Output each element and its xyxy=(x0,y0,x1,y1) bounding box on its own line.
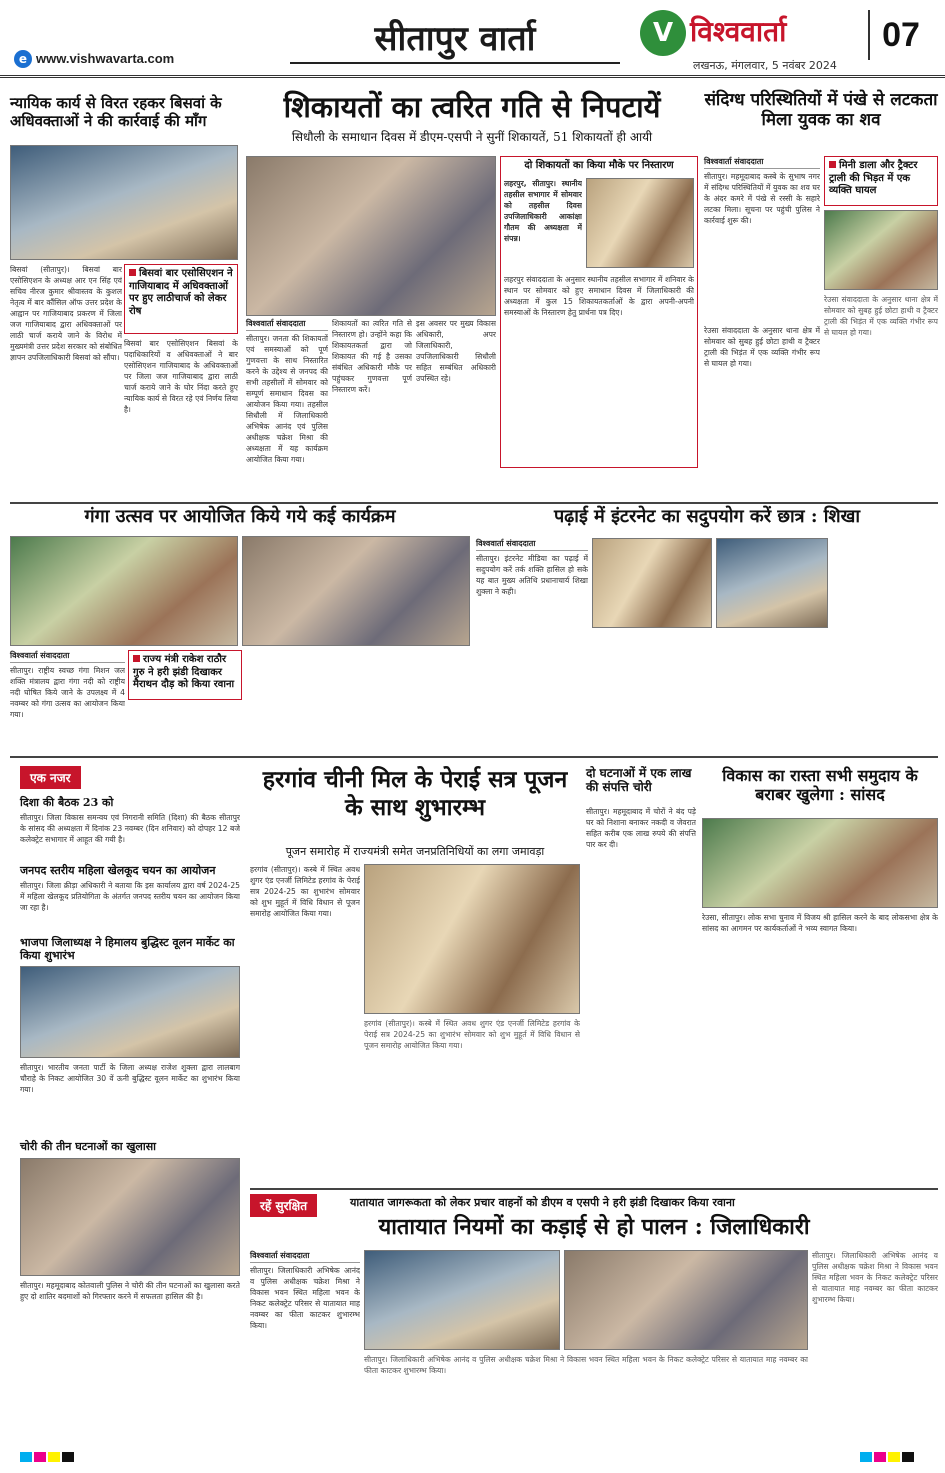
masthead xyxy=(0,0,945,78)
ek-nazar-item-4-photo xyxy=(20,1158,240,1276)
advocates-body: बिसवां बार एसोसिएशन बिसवां के पदाधिकारियों व अधिवक्ताओं ने बार एसोसिएशन गाजियाबाद के अधिवक्ताओं पर जिला जज गाजियाबाद द्वारा लाठी चार्ज कराये जाने के घोर निंदा करते हुए न्यायिक कार्य से विरत रहे एवं निर्णय लिया है। xyxy=(124,339,238,414)
page-number: 07 xyxy=(868,10,932,60)
fan-death-col2: रेउसा संवाददाता के अनुसार थाना क्षेत्र में सोमवार को सुबह हुई छोटा हाथी व ट्रैक्टर ट्राली की भिड़ंत में एक व्यक्ति गंभीर रूप से घायल हो गया। xyxy=(824,295,938,337)
complaints-body: सीतापुर। जनता की शिकायतों एवं समस्याओं को पूर्ण गुणवत्ता के साथ निस्तारित करने के उद्देश्य से जनपद की सभी तहसीलों में सोमवार को सम्पूर्ण समाधान दिवस का आयोजन किया गया। तहसील सिधौली में जिलाधिकारी अभिषेक आनंद एवं पुलिस अधीक्षक चक्रेश मिश्रा की अध्यक्षता में यह कार्यक्रम आयोजित किया गया। xyxy=(246,334,328,463)
traffic-tag: रहें सुरक्षित xyxy=(250,1194,317,1217)
ganga-caption-text: राज्य मंत्री राकेश राठौर गुरु ने हरी झंडी दिखाकर मैराथन दौड़ को किया रवाना xyxy=(133,654,235,690)
internet-headline: पढ़ाई में इंटरनेट का सदुपयोग करें छात्र : शिखा xyxy=(553,506,861,527)
ganga-headline: गंगा उत्सव पर आयोजित किये गये कई कार्यक्रम xyxy=(84,506,396,527)
sugar-mill-body: हरगांव (सीतापुर)। कस्बे में स्थित अवध शुगर एंड एनर्जी लिमिटेड हरगांव के पेराई सत्र 2024-25 का शुभारंभ सोमवार को शुभ मुहूर्त में विधि विधान से पूजन समारोह आयोजित किया गया। xyxy=(250,865,360,918)
traffic-kicker: यातायात जागरूकता को लेकर प्रचार वाहनों को डीएम व एसपी ने हरी झंडी दिखाकर किया रवाना xyxy=(350,1196,735,1209)
ek-nazar-item-4-title: चोरी की तीन घटनाओं का खुलासा xyxy=(20,1140,156,1153)
ek-nazar-item-4-body: सीतापुर। महमूदाबाद कोतवाली पुलिस ने चोरी की तीन घटनाओं का खुलासा करते हुए दो शातिर बदमाशों को गिरफ्तार करने में सफलता हासिल की है। xyxy=(20,1281,240,1301)
internet-body: सीतापुर। इंटरनेट मीडिया का पढ़ाई में सदुपयोग करें तर्क शक्ति हासिल हो सके यह बात मुख्य अतिथि प्रधानाचार्य शिखा शुक्ला ने कही। xyxy=(476,554,588,596)
advocates-caption xyxy=(124,264,238,334)
development-body: रेउसा, सीतापुर। लोक सभा चुनाव में विजय श्री हासिल करने के बाद लोकसभा क्षेत्र के सांसद का आगमन पर कार्यकर्ताओं ने भव्य स्वागत किया। xyxy=(702,913,938,933)
ek-nazar-item-2-title: जनपद स्तरीय महिला खेलकूद चयन का आयोजन xyxy=(20,864,216,877)
complaints-photo xyxy=(246,156,496,316)
ganga-byline: विश्ववार्ता संवाददाता xyxy=(10,650,125,663)
development-photo xyxy=(702,818,938,908)
ek-nazar-item-3-title: भाजपा जिलाध्यक्ष ने हिमालय बुद्धिस्ट वूलन मार्केट का किया शुभारंभ xyxy=(20,936,235,963)
two-complaints-photo xyxy=(586,178,694,268)
sugar-mill-subhead: पूजन समारोह में राज्यमंत्री समेत जनप्रतिनिधियों का लगा जमावड़ा xyxy=(285,845,545,858)
ek-nazar-item-2-body: सीतापुर। जिला क्रीड़ा अधिकारी ने बताया कि इस कार्यालय द्वारा वर्ष 2024-25 में महिला खेलकूद प्रतियोगिता के अंतर्गत जनपद स्तरीय चयन का आयोजन किया जा रहा है। xyxy=(20,881,240,912)
color-mark-magenta-2 xyxy=(874,1452,886,1462)
ek-nazar-item-3-body: सीतापुर। भारतीय जनता पार्टी के जिला अध्यक्ष राजेश शुक्ला द्वारा लालबाग चौराहे के निकट आयोजित 30 वें ऊनी बुद्धिस्ट वूलन मार्केट का शुभारंभ किया गया। xyxy=(20,1063,240,1094)
ek-nazar-tag: एक नजर xyxy=(20,766,81,789)
edition-title: सीतापुर वार्ता xyxy=(290,14,620,64)
color-mark-black-2 xyxy=(902,1452,914,1462)
color-mark-magenta xyxy=(34,1452,46,1462)
complaints-subhead: सिधौली के समाधान दिवस में डीएम-एसपी ने सुनीं शिकायतें, 51 शिकायतों ही आयी xyxy=(291,130,653,144)
advocates-caption-text: बिसवां बार एसोसिएशन ने गाजियाबाद में अधिवक्ताओं पर हुए लाठीचार्ज को लेकर रोष xyxy=(129,268,233,317)
fan-death-caption-text: मिनी डाला और ट्रैक्टर ट्राली की भिड़त में एक व्यक्ति घायल xyxy=(829,160,918,196)
fan-death-col1 xyxy=(704,156,820,468)
traffic-body: सीतापुर। जिलाधिकारी अभिषेक आनंद व पुलिस अधीक्षक चक्रेश मिश्रा ने विकास भवन स्थित महिला भवन के निकट कलेक्ट्रेट परिसर से यातायात माह नवम्बर का फीता काटकर शुभारम्भ किया। xyxy=(250,1266,360,1330)
complaints-col2: शिकायतों का त्वरित गति से निस्तारण हो। उन्होंने कहा कि शिकायतकर्ता द्वारा जो शिकायत की गई है उसका संबंधित अधिकारी मौके पर पहुंचकर गुणवत्ता पूर्ण निस्तारण करें। xyxy=(332,319,412,394)
two-complaints-body: लहरपुर संवाददाता के अनुसार स्थानीय तहसील सभागार में शनिवार के स्थान पर सोमवार को हुए समाधान दिवस में जिलाधिकारी की अध्यक्षता में कुल 15 शिकायतकर्ताओं के द्वारा अपनी-अपनी समस्याओं के निस्तारण हेतु प्रार्थना पत्र दिए। xyxy=(504,275,694,317)
sugar-mill-headline: हरगांव चीनी मिल के पेराई सत्र पूजन के साथ शुभारम्भ xyxy=(262,766,568,821)
color-mark-cyan xyxy=(20,1452,32,1462)
advocates-lead: बिसवां (सीतापुर)। बिसवां बार एसोसिएशन के अध्यक्ष आर एन सिंह एवं सचिव नीरज कुमार श्रीवास्तव के कुशल नेतृत्व में बार कौंसिल ऑफ उत्तर प्रदेश के आह्वान पर गाजियाबाद प्रकरण में जिला जज गाजियाबाद द्वारा अधिवक्ताओं पर लाठी चार्ज कराये जाने के विरोध में मुख्यमंत्री उत्तर प्रदेश सरकार को संबोधित ज्ञापन उपजिलाधिकारी बिसवां को सौंपा। xyxy=(10,265,122,362)
traffic-col2: सीतापुर। जिलाधिकारी अभिषेक आनंद व पुलिस अधीक्षक चक्रेश मिश्रा ने विकास भवन स्थित महिला भवन के निकट कलेक्ट्रेट परिसर से यातायात माह नवम्बर का फीता काटकर शुभारम्भ किया। xyxy=(364,1355,808,1375)
brand-logo-icon: V xyxy=(640,10,686,56)
color-mark-yellow xyxy=(48,1452,60,1462)
color-mark-black xyxy=(62,1452,74,1462)
color-mark-yellow-2 xyxy=(888,1452,900,1462)
fan-death-photo xyxy=(824,210,938,290)
fan-death-caption xyxy=(824,156,938,206)
internet-photo-2 xyxy=(716,538,828,628)
complaints-col3: इस अवसर पर मुख्य विकास अधिकारी, अपर जिलाधिकारी, उपजिलाधिकारी सिधौली सहित सम्बंधित अधिकारी उपस्थित रहे। xyxy=(416,319,496,383)
fan-death-headline: संदिग्ध परिस्थितियों में पंखे से लटकता मिला युवक का शव xyxy=(704,90,938,131)
theft-body: सीतापुर। महमूदाबाद में चोरों ने बंद पड़े घर को निशाना बनाकर नकदी व जेवरात सहित करीब एक लाख रुपये की संपत्ति पार कर दी। xyxy=(586,807,696,849)
traffic-headline: यातायात नियमों का कड़ाई से हो पालन : जिलाधिकारी xyxy=(378,1214,810,1240)
ganga-photo-2 xyxy=(242,536,470,646)
divider-3 xyxy=(250,1188,938,1190)
fan-death-body2: रेउसा संवाददाता के अनुसार थाना क्षेत्र में सोमवार को सुबह हुई छोटा हाथी व ट्रैक्टर ट्राली की भिड़ंत में एक व्यक्ति गंभीर रूप से घायल हो गया। xyxy=(704,326,820,368)
two-complaints-intro: लहरपुर, सीतापुर। स्थानीय तहसील सभागार में सोमवार को तहसील दिवस उपजिलाधिकारी आकांक्षा गौतम की अध्यक्षता में संपन्न। xyxy=(504,179,582,243)
color-mark-cyan-2 xyxy=(860,1452,872,1462)
site-link[interactable]: www.vishwavarta.com xyxy=(36,51,175,66)
divider-1 xyxy=(10,502,938,504)
ganga-body: सीतापुर। राष्ट्रीय स्वच्छ गंगा मिशन जल शक्ति मंत्रालय द्वारा गंगा नदी को राष्ट्रीय नदी घोषित किये जाने के उपलक्ष्य में 4 नवम्बर को गंगा उत्सव का आयोजन किया गया। xyxy=(10,666,125,719)
traffic-col1 xyxy=(250,1250,360,1446)
ganga-caption xyxy=(128,650,242,700)
development-headline: विकास का रास्ता सभी समुदाय के बराबर खुलेगा : सांसद xyxy=(722,766,918,805)
brand-name: विश्ववार्ता xyxy=(690,15,787,48)
sugar-mill-photo xyxy=(364,864,580,1014)
complaints-col1 xyxy=(246,318,328,468)
globe-icon: e xyxy=(14,50,32,68)
traffic-byline: विश्ववार्ता संवाददाता xyxy=(250,1250,360,1263)
traffic-col3: सीतापुर। जिलाधिकारी अभिषेक आनंद व पुलिस अधीक्षक चक्रेश मिश्रा ने विकास भवन स्थित महिला भवन के निकट कलेक्ट्रेट परिसर से यातायात माह नवम्बर का फीता काटकर शुभारम्भ किया। xyxy=(812,1251,938,1304)
advocates-photo xyxy=(10,145,238,260)
complaints-byline: विश्ववार्ता संवाददाता xyxy=(246,318,328,331)
advocates-headline: न्यायिक कार्य से विरत रहकर बिसवां के अधिवक्ताओं ने की कार्रवाई की माँग xyxy=(10,94,222,130)
two-complaints-headline: दो शिकायतों का किया मौके पर निस्तारण xyxy=(524,160,674,171)
internet-col1 xyxy=(476,538,588,748)
dateline: लखनऊ, मंगलवार, 5 नवंबर 2024 xyxy=(693,59,837,72)
traffic-photo-2 xyxy=(564,1250,808,1350)
theft-headline: दो घटनाओं में एक लाख की संपत्ति चोरी xyxy=(586,766,692,795)
internet-photo-1 xyxy=(592,538,712,628)
complaints-headline: शिकायतों का त्वरित गति से निपटायें xyxy=(283,90,661,124)
ek-nazar-item-1-body: सीतापुर। जिला विकास समन्वय एवं निगरानी समिति (दिशा) की बैठक सीतापुर के सांसद की अध्यक्षता में दिनांक 23 नवम्बर (दिन शनिवार) को दोपहर 12 बजे कलेक्ट्रेट सभागार में आहूत की गयी है। xyxy=(20,813,240,844)
fan-death-byline: विश्ववार्ता संवाददाता xyxy=(704,156,820,169)
ganga-photo-1 xyxy=(10,536,238,646)
ganga-col1 xyxy=(10,650,125,750)
internet-byline: विश्ववार्ता संवाददाता xyxy=(476,538,588,551)
divider-2 xyxy=(10,756,938,758)
ek-nazar-item-3-photo xyxy=(20,966,240,1058)
fan-death-body: सीतापुर। महमूदाबाद कस्बे के सुभाष नगर में संदिग्ध परिस्थितियों में युवक का शव घर के अंदर कमरे में पंखे से रस्सी के सहारे लटका मिला। सूचना पर पहुंची पुलिस ने कार्रवाई शुरू की। xyxy=(704,172,820,225)
ek-nazar-item-1-title: दिशा की बैठक 23 को xyxy=(20,796,114,809)
sugar-mill-col2: हरगांव (सीतापुर)। कस्बे में स्थित अवध शुगर एंड एनर्जी लिमिटेड हरगांव के पेराई सत्र 2024-25 का शुभारंभ सोमवार को शुभ मुहूर्त में विधि विधान से पूजन समारोह आयोजित किया गया। xyxy=(364,1019,580,1050)
traffic-photo-1 xyxy=(364,1250,560,1350)
